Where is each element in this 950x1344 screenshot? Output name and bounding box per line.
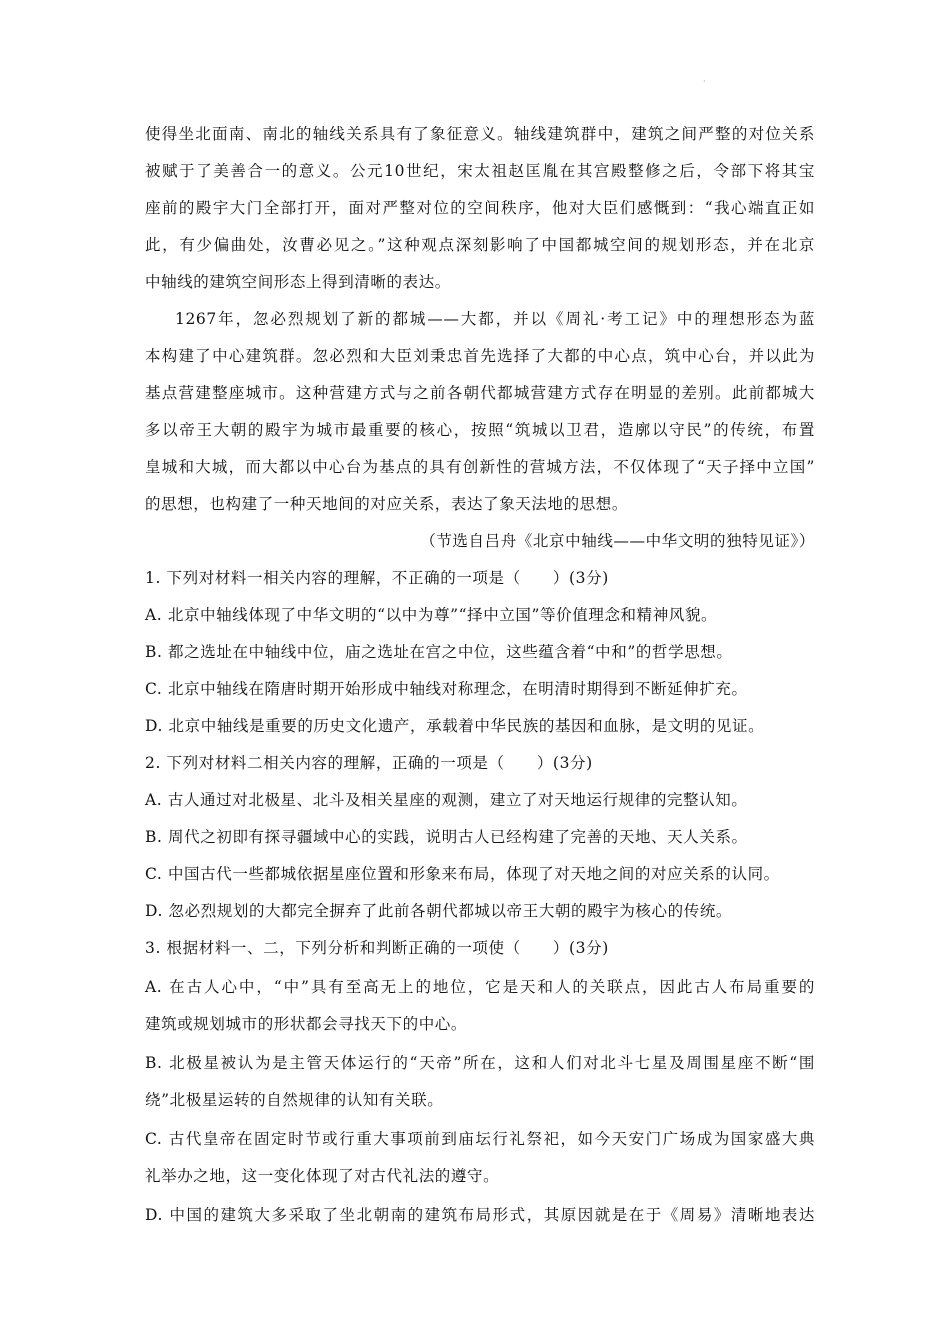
passage-line: 多以帝王大朝的殿宇为城市最重要的核心，按照“筑城以卫君，造廓以守民”的传统，布置	[145, 421, 815, 439]
option-line: C. 古代皇帝在固定时节或行重大事项前到庙坛行礼祭祀，如今天安门广场成为国家盛大典	[145, 1130, 815, 1148]
option-line: A. 在古人心中，“中”具有至高无上的地位，它是天和人的关联点，因此古人布局重要的	[145, 978, 815, 996]
passage-line: 被赋于了美善合一的意义。公元10世纪，宋太祖赵匡胤在其宫殿整修之后，令部下将其宝	[145, 162, 815, 180]
option-line: A. 北京中轴线体现了中华文明的“以中为尊”“择中立国”等价值理念和精神风貌。	[145, 606, 718, 624]
option-line: B. 周代之初即有探寻疆域中心的实践，说明古人已经构建了完善的天地、天人关系。	[145, 828, 748, 846]
passage-source: （节选自吕舟《北京中轴线——中华文明的独特见证》）	[420, 532, 815, 550]
question-stem: 1. 下列对材料一相关内容的理解，不正确的一项是（ ）(3分)	[145, 569, 609, 587]
option-line: C. 中国古代一些都城依据星座位置和形象来布局，体现了对天地之间的对应关系的认同。	[145, 865, 780, 883]
passage-line: 的思想，也构建了一种天地间的对应关系，表达了象天法地的思想。	[145, 495, 629, 513]
option-line: A. 古人通过对北极星、北斗及相关星座的观测，建立了对天地运行规律的完整认知。	[145, 791, 748, 809]
option-line: 绕”北极星运转的自然规律的认知有关联。	[145, 1091, 444, 1109]
passage-line: 使得坐北面南、南北的轴线关系具有了象征意义。轴线建筑群中，建筑之间严整的对位关系	[145, 125, 815, 143]
passage-line: 皇城和大城，而大都以中心台为基点的具有创新性的营城方法，不仅体现了“天子择中立国”	[145, 458, 815, 476]
top-dot-mark: ·	[703, 77, 706, 86]
passage-line: 此，有少偏曲处，汝曹必见之。”这种观点深刻影响了中国都城空间的规划形态，并在北京	[145, 236, 815, 254]
option-line: D. 北京中轴线是重要的历史文化遗产，承载着中华民族的基因和血脉，是文明的见证。	[145, 717, 765, 735]
option-line: B. 都之选址在中轴线中位，庙之选址在宫之中位，这些蕴含着“中和”的哲学思想。	[145, 643, 733, 661]
option-line: 礼举办之地，这一变化体现了对古代礼法的遵守。	[145, 1167, 500, 1185]
option-line: D. 中国的建筑大多采取了坐北朝南的建筑布局形式，其原因就是在于《周易》清晰地表达	[145, 1206, 815, 1224]
passage-line: 基点营建整座城市。这种营建方式与之前各朝代都城营建方式存在明显的差别。此前都城大	[145, 384, 815, 402]
question-stem: 3. 根据材料一、二，下列分析和判断正确的一项使（ ）(3分)	[145, 939, 609, 957]
option-line: 建筑或规划城市的形状都会寻找天下的中心。	[145, 1015, 468, 1033]
question-stem: 2. 下列对材料二相关内容的理解，正确的一项是（ ）(3分)	[145, 754, 593, 772]
option-line: D. 忽必烈规划的大都完全摒弃了此前各朝代都城以帝王大朝的殿宇为核心的传统。	[145, 902, 733, 920]
passage-line: 座前的殿宇大门全部打开，面对严整对位的空间秩序，他对大臣们感慨到：“我心端直正如	[145, 199, 815, 217]
passage-line: 1267年，忽必烈规划了新的都城——大都，并以《周礼·考工记》中的理想形态为蓝	[175, 310, 815, 328]
passage-line: 本构建了中心建筑群。忽必烈和大臣刘秉忠首先选择了大都的中心点，筑中心台，并以此为	[145, 347, 815, 365]
option-line: B. 北极星被认为是主管天体运行的“天帝”所在，这和人们对北斗七星及周围星座不断“围	[145, 1054, 815, 1072]
passage-line: 中轴线的建筑空间形态上得到清晰的表达。	[145, 273, 451, 291]
option-line: C. 北京中轴线在隋唐时期开始形成中轴线对称理念，在明清时期得到不断延伸扩充。	[145, 680, 748, 698]
